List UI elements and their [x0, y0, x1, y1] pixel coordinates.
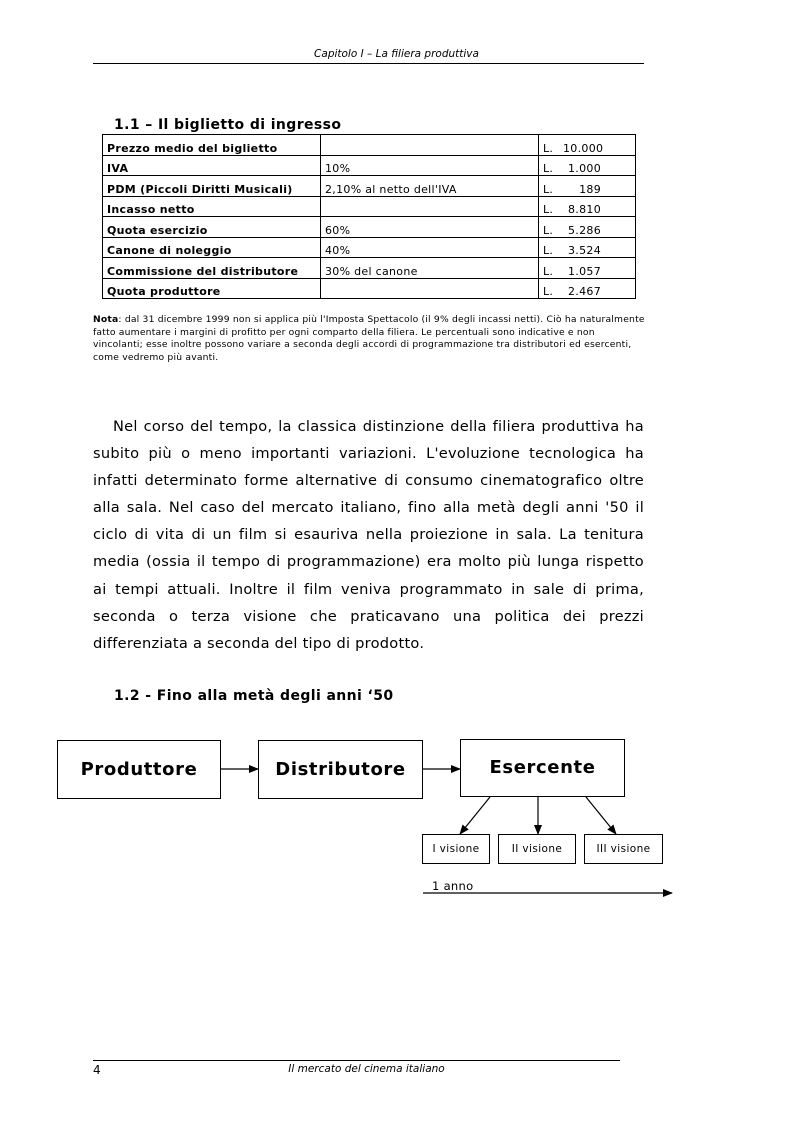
row-label: Commissione del distributore [103, 258, 321, 279]
row-amount: 8.810 [568, 203, 601, 216]
row-label: Incasso netto [103, 196, 321, 217]
body-paragraph: Nel corso del tempo, la classica distinzione della filiera produttiva ha subito più o meno importanti variazioni. L'evoluzione tecnologica ha infatti determinato forme alternative di consumo cinematografico oltre alla sala. Nel caso del mercato italiano, fino alla metà degli anni '50 il ciclo di vita di un film si esauriva nella proiezione in sala. La tenitura media (ossia il tempo di programmazione) era molto più lunga rispetto ai tempi attuali. Inoltre il film veniva programmato in sale di prima, seconda o terza visione che praticavano una politica dei prezzi differenziata a seconda del tipo di prodotto. [93, 418, 644, 652]
footer-rule [93, 1060, 620, 1061]
currency-symbol: L. [543, 264, 554, 278]
distributor-box: Distributore [258, 740, 423, 799]
first-run-box: I visione [422, 834, 490, 864]
second-run-box: II visione [498, 834, 576, 864]
section-title-ticket: 1.1 – Il biglietto di ingresso [114, 117, 342, 133]
currency-symbol: L. [543, 223, 554, 237]
currency-symbol: L. [543, 285, 554, 298]
row-amount: 2.467 [568, 285, 601, 298]
row-label: Quota produttore [103, 278, 321, 299]
note-text: : dal 31 dicembre 1999 non si applica più l'Imposta Spettacolo (il 9% degli incassi netti). Ciò ha naturalmente fatto aumentare i margini di profitto per ogni comparto della filiera. Le percentuali sono indicative e non vincolanti; esse inoltre possono variare a seconda degli accordi di programmazione tra distributori ed esercenti, come vedremo più avanti. [93, 314, 645, 363]
row-detail: 30% del canone [321, 258, 539, 279]
exhibitor-box: Esercente [460, 739, 625, 797]
row-detail: 60% [321, 217, 539, 238]
currency-symbol: L. [543, 141, 554, 155]
row-amount: 1.057 [568, 264, 601, 278]
running-header: Capitolo I – La filiera produttiva [314, 48, 479, 60]
arrow-to-third-run [586, 797, 616, 834]
currency-symbol: L. [543, 182, 554, 196]
row-label: Prezzo medio del biglietto [103, 135, 321, 156]
row-label: Canone di noleggio [103, 237, 321, 258]
currency-symbol: L. [543, 162, 554, 175]
row-amount: 10.000 [563, 141, 604, 155]
row-detail: 40% [321, 237, 539, 258]
row-label: Quota esercizio [103, 217, 321, 238]
row-detail: 10% [321, 155, 539, 176]
row-amount: 5.286 [568, 223, 601, 237]
currency-symbol: L. [543, 244, 554, 257]
currency-symbol: L. [543, 203, 554, 216]
note-label: Nota [93, 314, 119, 325]
page-number: 4 [93, 1063, 101, 1077]
arrow-to-first-run [460, 797, 490, 834]
row-amount: 1.000 [568, 162, 601, 175]
timeline-label: 1 anno [432, 879, 474, 893]
row-amount: 3.524 [568, 244, 601, 257]
running-footer: Il mercato del cinema italiano [288, 1063, 445, 1075]
row-amount: 189 [579, 182, 601, 196]
row-label: PDM (Piccoli Diritti Musicali) [103, 176, 321, 197]
section-title-pre-50s: 1.2 - Fino alla metà degli anni ‘50 [114, 688, 394, 704]
row-detail: 2,10% al netto dell'IVA [321, 176, 539, 197]
row-label: IVA [103, 155, 321, 176]
producer-box: Produttore [57, 740, 221, 799]
third-run-box: III visione [584, 834, 663, 864]
